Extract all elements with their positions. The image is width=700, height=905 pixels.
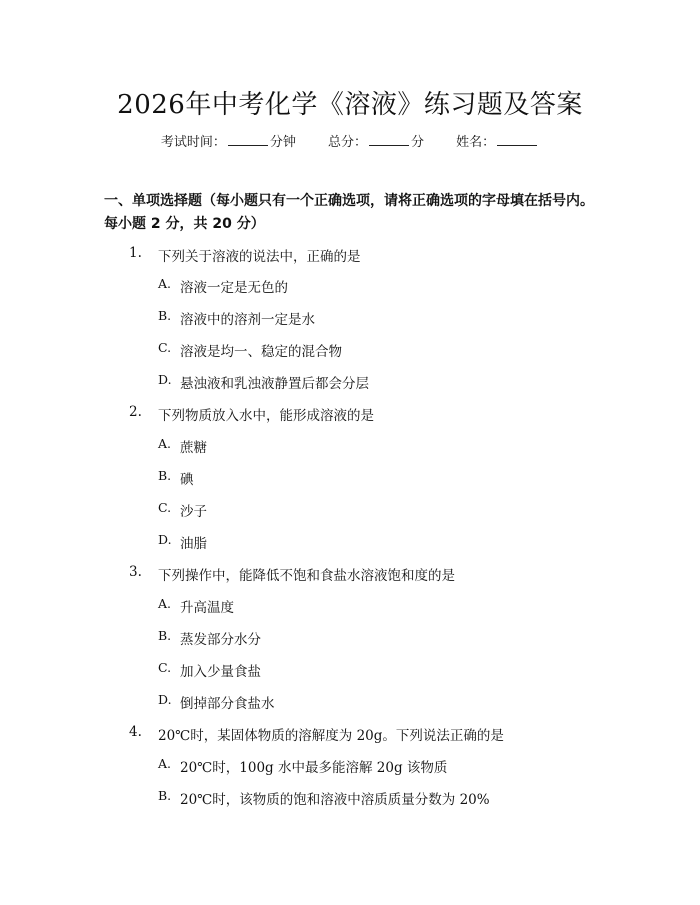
total-score-blank [369,133,409,146]
option-letter: D. [158,692,172,707]
student-name-label: 姓名： [456,135,496,150]
question-text: 20℃时，某固体物质的溶解度为 20g。下列说法正确的是 [158,728,504,744]
option-text: 溶液是均一、稳定的混合物 [180,344,342,360]
option-letter: D. [158,532,172,547]
question-number: 1. [129,245,142,261]
option-letter: C. [158,500,172,515]
option-text: 倒掉部分食盐水 [180,696,275,712]
option-letter: A. [158,756,172,771]
option-text: 沙子 [180,504,207,520]
exam-time-label: 考试时间： [160,135,226,150]
option-text: 蒸发部分水分 [180,632,261,648]
option-letter: A. [158,596,172,611]
option-letter: C. [158,660,172,675]
question-number: 4. [129,724,142,740]
exam-time-unit: 分钟 [269,135,296,150]
student-name-blank [497,133,537,146]
option-text: 升高温度 [180,600,234,616]
option-letter: A. [158,436,172,451]
page-title: 2026年中考化学《溶液》练习题及答案 [117,90,583,120]
option-letter: D. [158,372,172,387]
option-letter: B. [158,788,172,803]
question-text: 下列操作中，能降低不饱和食盐水溶液饱和度的是 [158,568,455,584]
option-text: 蔗糖 [180,440,207,456]
option-text: 溶液中的溶剂一定是水 [180,312,315,328]
option-text: 20℃时，100g 水中最多能溶解 20g 该物质 [180,760,448,776]
option-text: 碘 [180,472,194,488]
option-letter: B. [158,468,172,483]
option-letter: C. [158,340,172,355]
exam-time-blank [228,133,268,146]
student-name-field [456,135,539,150]
total-score-field [328,135,428,150]
question-number: 2. [129,404,142,420]
option-text: 油脂 [180,536,207,552]
total-score-label: 总分： [327,135,367,150]
option-text: 20℃时，该物质的饱和溶液中溶质质量分数为 20% [180,792,490,808]
question-number: 3. [129,564,142,580]
section-heading-line2: 每小题 2 分，共 20 分） [104,216,265,232]
option-text: 悬浊液和乳浊液静置后都会分层 [180,376,369,392]
section-heading-line1: 一、单项选择题（每小题只有一个正确选项，请将正确选项的字母填在括号内。 [104,193,594,209]
exam-time-field [161,135,300,150]
option-letter: B. [158,308,172,323]
option-letter: A. [158,276,172,291]
question-text: 下列物质放入水中，能形成溶液的是 [158,408,374,424]
option-letter: B. [158,628,172,643]
option-text: 溶液一定是无色的 [180,280,288,296]
question-text: 下列关于溶液的说法中，正确的是 [158,249,361,265]
option-text: 加入少量食盐 [180,664,261,680]
exam-info-line [0,131,700,150]
total-score-unit: 分 [411,135,425,150]
